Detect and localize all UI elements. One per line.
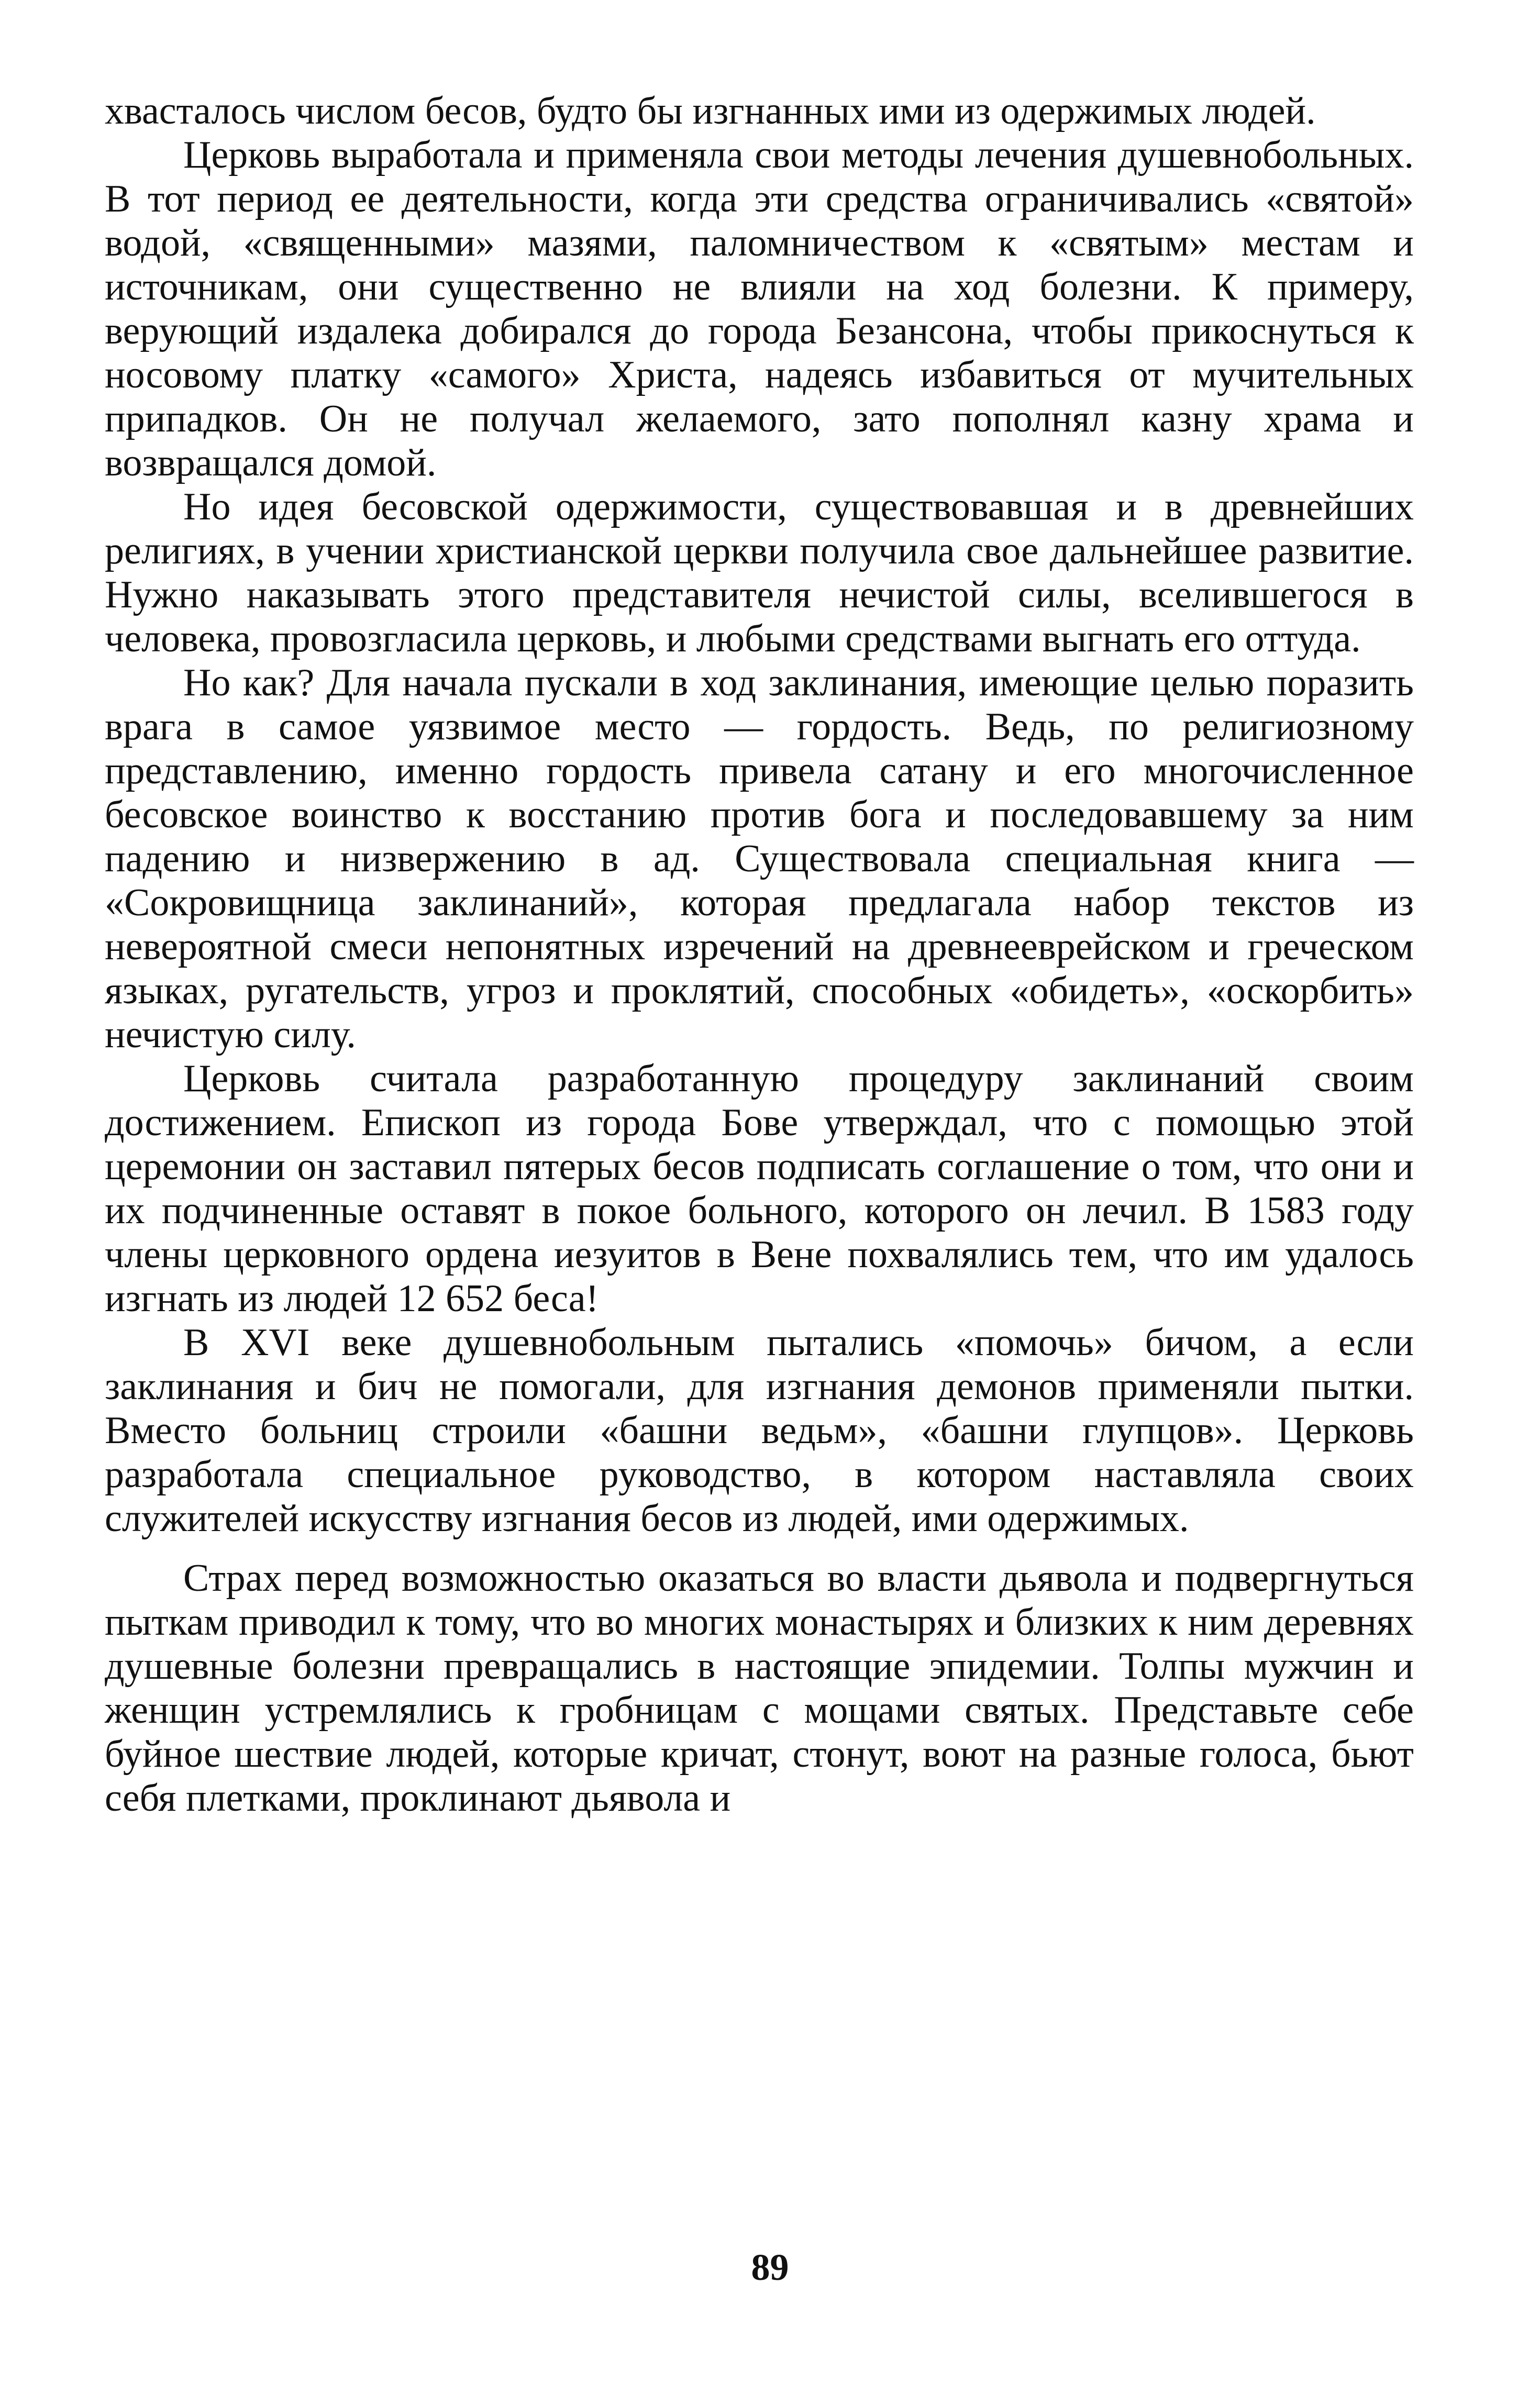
paragraph-4: Но как? Для начала пускали в ход заклинания, имеющие целью поразить врага в самое уязвимое место — гордость. Ведь, по религиозному представлению, именно гордость привела сатану и его многочисленное бесовское воинство к восстанию против бога и последовавшему за ним падению и низвержению в ад. Существовала специальная книга — «Сокровищница заклинаний», которая предлагала набор текстов из невероятной смеси непонятных изречений на древнееврейском и греческом языках, ругательств, угроз и проклятий, способных «обидеть», «оскорбить» нечистую силу. <box>105 661 1414 1056</box>
paragraph-6: В XVI веке душевнобольным пытались «помочь» бичом, а если заклинания и бич не помогали, для изгнания демонов применяли пытки. Вместо больниц строили «башни ведьм», «башни глупцов». Церковь разработала специальное руководство, в котором наставляла своих служителей искусству изгнания бесов из людей, ими одержимых. <box>105 1321 1414 1540</box>
paragraph-3: Но идея бесовской одержимости, существовавшая и в древнейших религиях, в учении христианской церкви получила свое дальнейшее развитие. Нужно наказывать этого представителя нечистой силы, вселившегося в человека, провозгласила церковь, и любыми средствами выгнать его оттуда. <box>105 485 1414 660</box>
body-text <box>105 89 1414 1820</box>
paragraph-7: Страх перед возможностью оказаться во власти дьявола и подвергнуться пыткам приводил к тому, что во многих монастырях и близких к ним деревнях душевные болезни превращались в настоящие эпидемии. Толпы мужчин и женщин устремлялись к гробницам с мощами святых. Представьте себе буйное шествие людей, которые кричат, стонут, воют на разные голоса, бьют себя плетками, проклинают дьявола и <box>105 1557 1414 1820</box>
paragraph-5: Церковь считала разработанную процедуру заклинаний своим достижением. Епископ из города Бове утверждал, что с помощью этой церемонии он заставил пятерых бесов подписать соглашение о том, что они и их подчиненные оставят в покое больного, которого он лечил. В 1583 году члены церковного ордена иезуитов в Вене похвалялись тем, что им удалось изгнать из людей 12 652 беса! <box>105 1057 1414 1320</box>
paragraph-2: Церковь выработала и применяла свои методы лечения душевнобольных. В тот период ее деятельности, когда эти средства ограничивались «святой» водой, «священными» мазями, паломничеством к «святым» местам и источникам, они существенно не влияли на ход болезни. К примеру, верующий издалека добирался до города Безансона, чтобы прикоснуться к носовому платку «самого» Христа, надеясь избавиться от мучительных припадков. Он не получал желаемого, зато пополнял казну храма и возвращался домой. <box>105 134 1414 484</box>
page-number: 89 <box>751 2246 789 2288</box>
paragraph-1: хвасталось числом бесов, будто бы изгнанных ими из одержимых людей. <box>105 90 1316 132</box>
